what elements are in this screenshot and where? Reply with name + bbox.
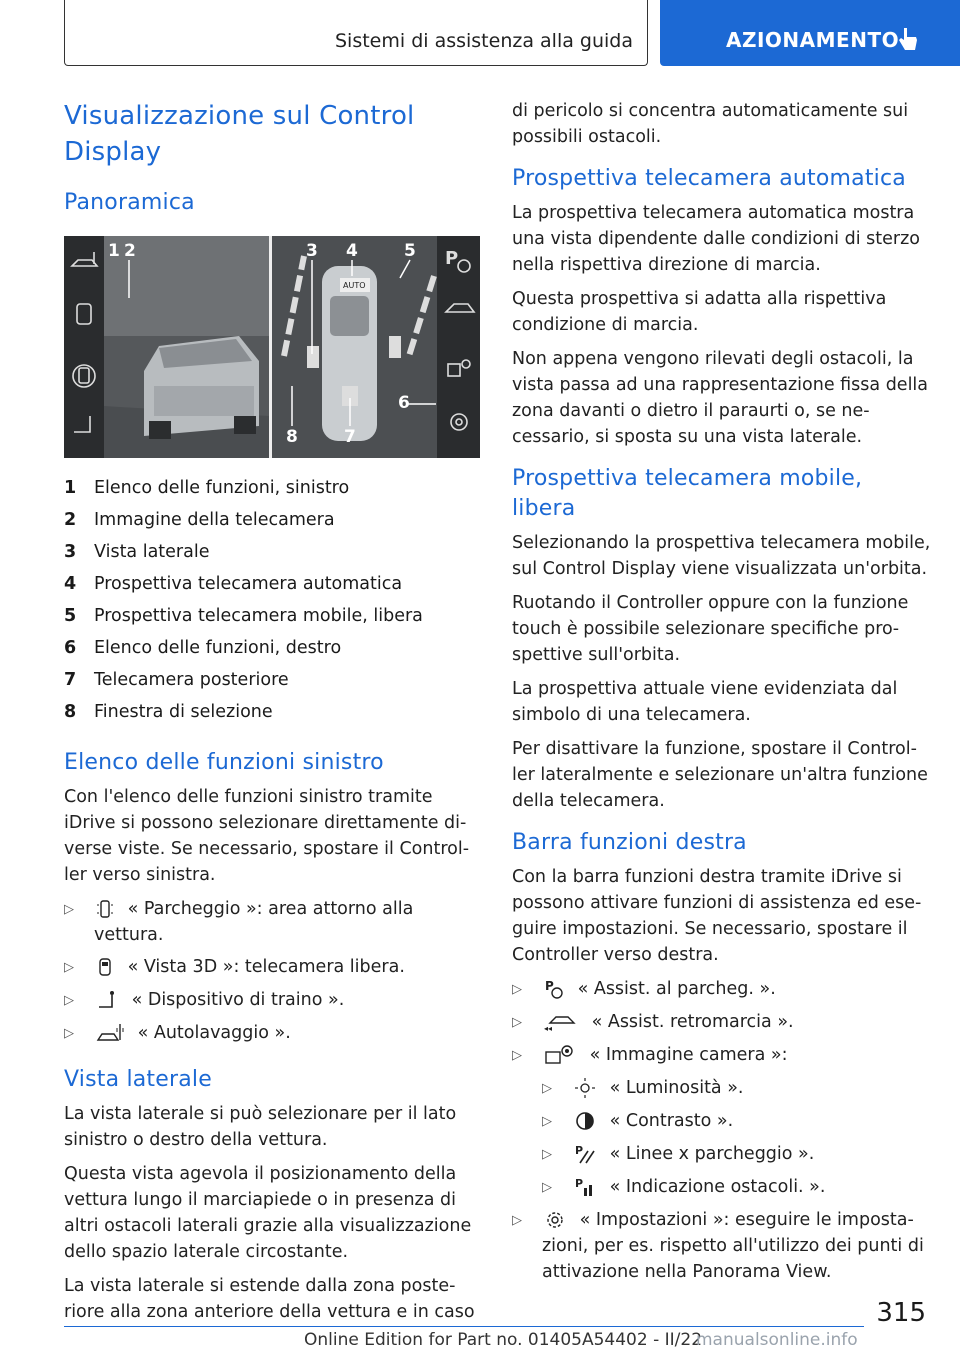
watermark: manualsonline.info xyxy=(696,1330,858,1350)
svg-text:2: 2 xyxy=(124,241,136,261)
svg-text:6: 6 xyxy=(398,393,410,413)
right-bullet: ▷ ◂◂ « Assist. retromarcia ». xyxy=(512,1012,794,1033)
parking-car-icon xyxy=(96,898,114,920)
hand-pointer-icon xyxy=(896,26,920,54)
brightness-icon xyxy=(574,1077,596,1099)
auto-paragraph: La prospettiva telecamera automatica mostra una vista dipendente dalle condizioni di sterzo nella rispettiva direzione di marcia. xyxy=(512,203,920,275)
footer-rule xyxy=(64,1326,864,1327)
right-sub-bullet: ▷ « Luminosità ». xyxy=(542,1078,744,1098)
left-bullet: ▷ « Vista 3D »: telecamera libera. xyxy=(64,957,405,977)
car-wash-icon xyxy=(96,1022,124,1044)
svg-text:P: P xyxy=(545,979,554,993)
legend-item: 8 Finestra di selezione xyxy=(64,702,273,722)
legend-item: 6 Elenco delle funzioni, destro xyxy=(64,638,342,658)
free-perspective-heading: Prospettiva telecamera mobile, libera xyxy=(512,466,863,521)
camera-display-illustration xyxy=(64,236,480,458)
legend-item: 3 Vista laterale xyxy=(64,542,210,562)
side-view-heading: Vista laterale xyxy=(64,1067,212,1092)
right-column xyxy=(512,98,932,1291)
svg-text:1: 1 xyxy=(108,241,120,261)
svg-text:8: 8 xyxy=(286,427,298,447)
left-list-heading: Elenco delle funzioni sinistro xyxy=(64,750,384,775)
camera-settings-icon xyxy=(544,1044,576,1066)
svg-text:4: 4 xyxy=(346,241,358,261)
svg-text:◂◂: ◂◂ xyxy=(544,1024,553,1033)
free-paragraph: La prospettiva attuale viene evidenziata dal simbolo di una telecamera. xyxy=(512,679,898,725)
reverse-assist-icon xyxy=(544,1011,578,1033)
right-sub-bullet: ▷ « Contrasto ». xyxy=(542,1111,734,1131)
park-assist-icon xyxy=(544,978,564,1000)
svg-text:AUTO: AUTO xyxy=(343,281,366,290)
svg-text:7: 7 xyxy=(344,427,356,447)
legend-item: 4 Prospettiva telecamera automatica xyxy=(64,574,403,594)
right-bullet: ▷ « Impostazioni »: eseguire le impostazioni, per es. rispetto all'utilizzo dei punti di attivazione nella Panorama View. xyxy=(512,1210,924,1282)
svg-text:3: 3 xyxy=(306,241,318,261)
right-sub-bullet: ▷ P « Indicazione ostacoli. ». xyxy=(542,1177,826,1197)
right-bar-paragraph: Con la barra funzioni destra tramite iDrive si possono attivare funzioni di assistenza ed eseguire impostazioni. Se necessario, spostare il Controller verso destra. xyxy=(512,867,922,965)
legend-item: 7 Telecamera posteriore xyxy=(64,670,289,690)
auto-paragraph: Non appena vengono rilevati degli ostacoli, la vista passa ad una rappresentazione fissa della zona davanti o dietro il paraurti o, se necessario, si sposta su una vista laterale. xyxy=(512,349,929,447)
legend-item: 1 Elenco delle funzioni, sinistro xyxy=(64,478,350,498)
free-paragraph: Ruotando il Controller oppure con la funzione touch è possibile selezionare specifiche prospettive sull'orbita. xyxy=(512,593,909,665)
section-title: Sistemi di assistenza alla guida xyxy=(334,30,633,52)
legend-item: 5 Prospettiva telecamera mobile, libera xyxy=(64,606,423,626)
legend-item: 2 Immagine della telecamera xyxy=(64,510,335,530)
auto-perspective-heading: Prospettiva telecamera automatica xyxy=(512,166,906,191)
free-paragraph: Per disattivare la funzione, spostare il Controller lateralmente e selezionare un'altra funzione della telecamera. xyxy=(512,739,928,811)
overview-heading: Panoramica xyxy=(64,190,195,215)
svg-text:P: P xyxy=(575,1177,584,1190)
auto-paragraph: Questa prospettiva si adatta alla rispettiva condizione di marcia. xyxy=(512,289,887,335)
continuation-paragraph: di pericolo si concentra automaticamente sui possibili ostacoli. xyxy=(512,101,909,147)
3d-view-icon xyxy=(96,956,114,978)
page-title: Visualizzazione sul Control Display xyxy=(64,101,415,167)
obstacle-marking-icon xyxy=(574,1176,596,1198)
parking-lines-icon xyxy=(574,1143,596,1165)
tow-hitch-icon xyxy=(96,989,118,1011)
svg-text:P: P xyxy=(445,248,459,269)
header-section-box xyxy=(64,0,648,66)
contrast-icon xyxy=(574,1110,596,1132)
svg-text:P: P xyxy=(575,1144,584,1157)
header-chapter-tab xyxy=(660,0,960,66)
free-paragraph: Selezionando la prospettiva telecamera mobile, sul Control Display viene visualizzata un'orbita. xyxy=(512,533,931,579)
camera-display-figure xyxy=(64,236,480,458)
left-bullet: ▷ « Parcheggio »: area attorno alla vettura. xyxy=(64,899,414,945)
right-bullet: ▷ P « Assist. al parcheg. ». xyxy=(512,979,776,999)
left-bullet: ▷ « Dispositivo di traino ». xyxy=(64,990,345,1010)
right-sub-bullet: ▷ P « Linee x parcheggio ». xyxy=(542,1144,815,1164)
footer-edition: Online Edition for Part no. 01405A54402 - II/22 xyxy=(304,1330,703,1350)
settings-gear-icon xyxy=(544,1209,566,1231)
svg-text:5: 5 xyxy=(404,241,416,261)
side-view-paragraph: Questa vista agevola il posizionamento della vettura lungo il marciapiede o in presenza di altri ostacoli laterali grazie alla visualizzazione dello spazio laterale circostante. xyxy=(64,1164,472,1262)
chapter-title: AZIONAMENTO xyxy=(726,28,900,52)
left-list-paragraph: Con l'elenco delle funzioni sinistro tramite iDrive si possono selezionare direttamente diverse viste. Se necessario, spostare il Controller verso sinistra. xyxy=(64,787,470,885)
left-column xyxy=(64,98,484,1333)
right-bullet: ▷ « Immagine camera »: xyxy=(512,1045,788,1065)
left-bullet: ▷ « Autolavaggio ». xyxy=(64,1023,291,1043)
page-number: 315 xyxy=(876,1298,926,1328)
right-bar-heading: Barra funzioni destra xyxy=(512,830,747,855)
figure-legend xyxy=(64,472,484,728)
side-view-paragraph: La vista laterale si estende dalla zona posteriore alla zona anteriore della vettura e in caso xyxy=(64,1276,475,1322)
side-view-paragraph: La vista laterale si può selezionare per il lato sinistro o destro della vettura. xyxy=(64,1104,457,1150)
